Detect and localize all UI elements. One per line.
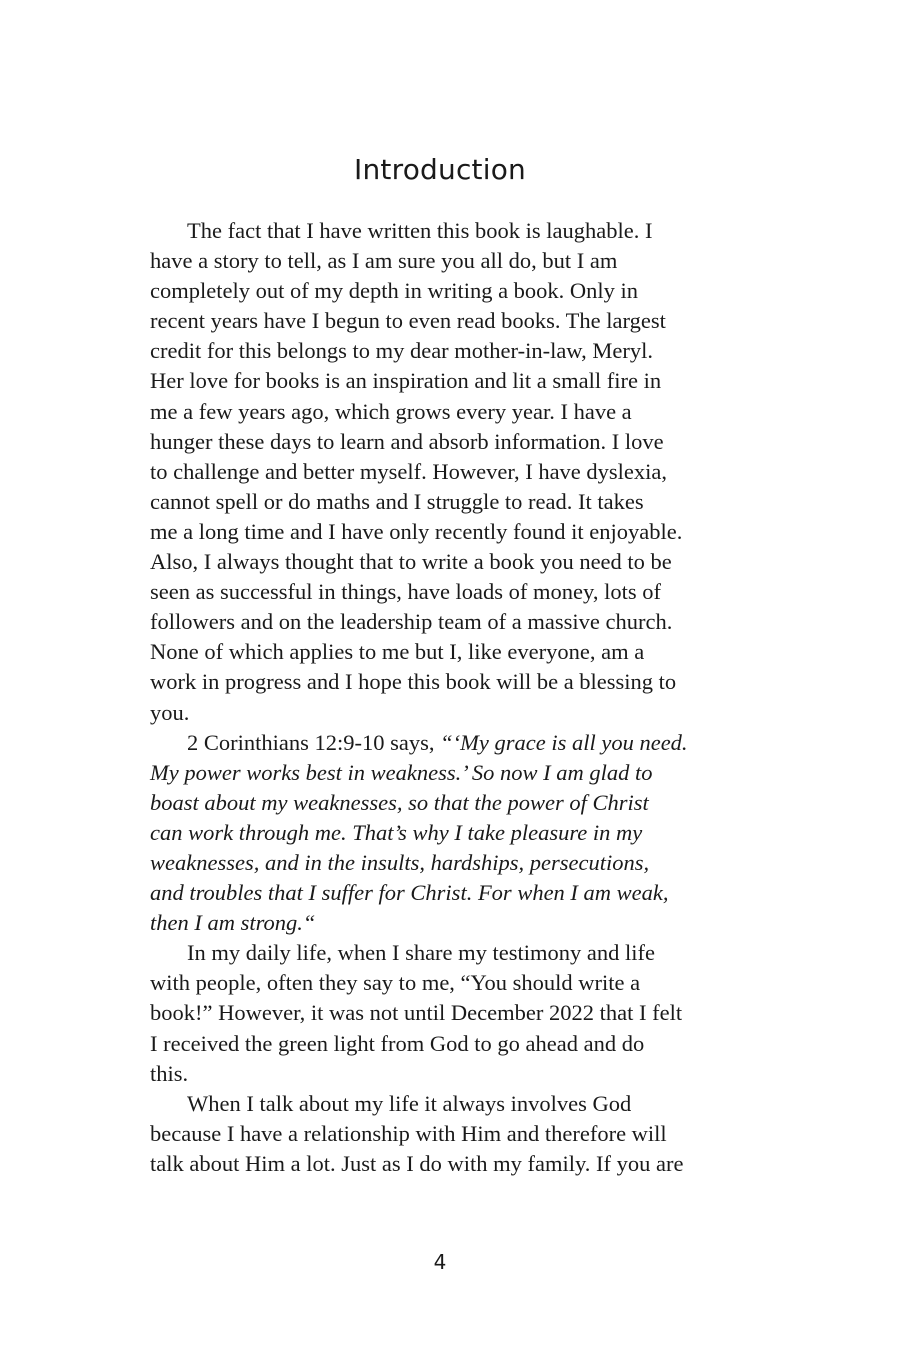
paragraph-2-scripture bbox=[150, 728, 740, 939]
text-line bbox=[150, 728, 740, 758]
text-line: recent years have I begun to even read books. The largest bbox=[150, 308, 666, 334]
chapter-title: Introduction bbox=[354, 153, 526, 186]
text-line: me a long time and I have only recently found it enjoyable. bbox=[150, 518, 683, 544]
text-line: and troubles that I suffer for Christ. For when I am weak, bbox=[150, 880, 669, 906]
text-line: cannot spell or do maths and I struggle to read. It takes bbox=[150, 488, 644, 514]
text-line: hunger these days to learn and absorb information. I love bbox=[150, 428, 664, 454]
body-text bbox=[150, 216, 740, 1179]
text-line: have a story to tell, as I am sure you all do, but I am bbox=[150, 248, 618, 274]
text-line: Also, I always thought that to write a book you need to be bbox=[150, 549, 672, 575]
text-line: boast about my weaknesses, so that the power of Christ bbox=[150, 789, 649, 815]
text-line: can work through me. That’s why I take pleasure in my bbox=[150, 819, 643, 845]
text-line: me a few years ago, which grows every year. I have a bbox=[150, 398, 632, 424]
text-line: credit for this belongs to my dear mother-in-law, Meryl. bbox=[150, 338, 653, 364]
text-line: Her love for books is an inspiration and lit a small fire in bbox=[150, 368, 662, 394]
text-line: seen as successful in things, have loads of money, lots of bbox=[150, 579, 661, 605]
paragraph-3 bbox=[150, 938, 740, 1088]
page-number: 4 bbox=[433, 1250, 447, 1274]
text-line: completely out of my depth in writing a book. Only in bbox=[150, 278, 639, 304]
text-line: My power works best in weakness.’ So now I am glad to bbox=[150, 759, 653, 785]
scripture-reference: 2 Corinthians 12:9-10 says, bbox=[187, 729, 441, 755]
text-line: this. bbox=[150, 1060, 189, 1086]
text-line: followers and on the leadership team of a massive church. bbox=[150, 609, 673, 635]
text-line: The fact that I have written this book is laughable. I bbox=[187, 218, 653, 243]
text-line: talk about Him a lot. Just as I do with my family. If you are bbox=[150, 1150, 684, 1176]
text-line: weaknesses, and in the insults, hardships, persecutions, bbox=[150, 849, 650, 875]
text-line: None of which applies to me but I, like everyone, am a bbox=[150, 639, 645, 665]
text-line: work in progress and I hope this book will be a blessing to bbox=[150, 669, 677, 695]
text-line: When I talk about my life it always involves God bbox=[187, 1090, 632, 1116]
text-line: I received the green light from God to go ahead and do bbox=[150, 1030, 645, 1056]
scripture-quote: “‘My grace is all you need. bbox=[440, 729, 688, 755]
text-line: you. bbox=[150, 699, 190, 725]
text-line: book!” However, it was not until December 2022 that I felt bbox=[150, 1000, 683, 1026]
text-line: In my daily life, when I share my testimony and life bbox=[187, 940, 656, 966]
text-line: then I am strong.“ bbox=[150, 910, 316, 936]
text-line: because I have a relationship with Him and therefore will bbox=[150, 1120, 667, 1146]
paragraph-1 bbox=[150, 216, 740, 728]
paragraph-4 bbox=[150, 1089, 740, 1179]
text-line: with people, often they say to me, “You should write a bbox=[150, 970, 641, 996]
text-line: to challenge and better myself. However, I have dyslexia, bbox=[150, 458, 668, 484]
